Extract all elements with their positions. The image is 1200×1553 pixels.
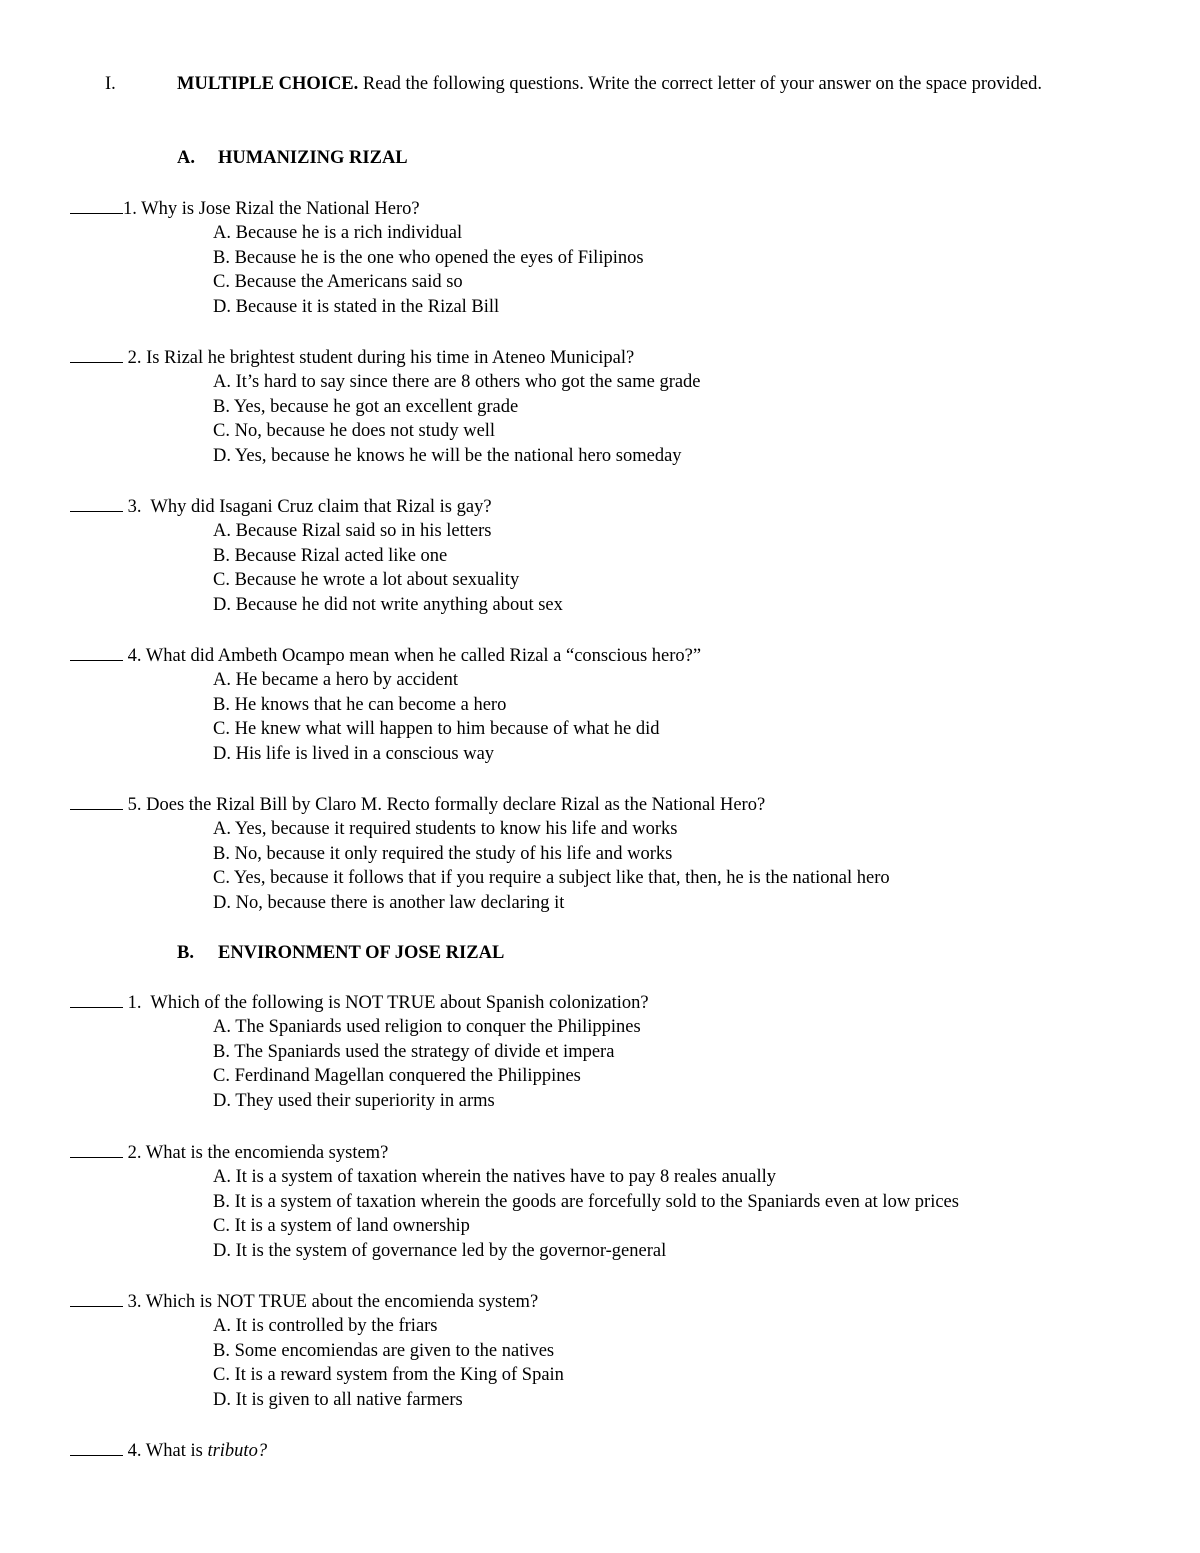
section-b-title: ENVIRONMENT OF JOSE RIZAL	[218, 943, 505, 963]
question-number: 1.	[123, 199, 137, 219]
section-a-heading	[177, 146, 408, 171]
question-number: 5.	[127, 795, 142, 815]
question-b1	[70, 990, 1170, 1114]
section-a-title: HUMANIZING RIZAL	[218, 148, 408, 168]
option-b: B. Some encomiendas are given to the natives	[213, 1340, 555, 1361]
option-a: A. The Spaniards used religion to conquer the Philippines	[213, 1016, 641, 1037]
answer-blank[interactable]	[70, 1438, 123, 1456]
option-b: B. The Spaniards used the strategy of divide et impera	[213, 1041, 615, 1062]
question-a1	[70, 196, 1170, 320]
option-c: C. No, because he does not study well	[213, 421, 496, 442]
option-d: D. Yes, because he knows he will be the national hero someday	[213, 446, 682, 467]
option-a: A. Because Rizal said so in his letters	[213, 520, 492, 541]
option-c: C. It is a system of land ownership	[213, 1216, 470, 1237]
question-text-italic: tributo?	[207, 1441, 268, 1461]
option-c: C. He knew what will happen to him because of what he did	[213, 719, 660, 740]
option-b: B. He knows that he can become a hero	[213, 694, 507, 715]
answer-blank[interactable]	[70, 494, 123, 512]
question-number: 3.	[127, 497, 142, 517]
option-c: C. Because he wrote a lot about sexuality	[213, 570, 520, 591]
question-number: 3.	[127, 1292, 142, 1312]
option-a: A. Because he is a rich individual	[213, 222, 463, 243]
question-text: Which is NOT TRUE about the encomienda system?	[145, 1292, 539, 1312]
question-number: 4.	[127, 1441, 142, 1461]
question-text: Which of the following is NOT TRUE about Spanish colonization?	[150, 993, 649, 1013]
question-number: 2.	[127, 1143, 142, 1163]
option-c: C. Because the Americans said so	[213, 272, 463, 293]
question-number: 4.	[127, 646, 142, 666]
instructions	[177, 72, 1128, 97]
answer-blank[interactable]	[70, 196, 123, 214]
section-b-letter: B.	[177, 943, 194, 963]
option-b: B. Yes, because he got an excellent grade	[213, 396, 519, 417]
question-number: 1.	[127, 993, 142, 1013]
option-c: C. Yes, because it follows that if you require a subject like that, then, he is the national hero	[213, 868, 890, 889]
question-text: Why did Isagani Cruz claim that Rizal is gay?	[150, 497, 492, 517]
question-a4	[70, 643, 1170, 767]
question-text: What did Ambeth Ocampo mean when he called Rizal a “conscious hero?”	[145, 646, 702, 666]
option-a: A. It is a system of taxation wherein the natives have to pay 8 reales anually	[213, 1166, 777, 1187]
answer-blank[interactable]	[70, 643, 123, 661]
option-d: D. It is the system of governance led by the governor-general	[213, 1241, 667, 1262]
option-b: B. No, because it only required the study of his life and works	[213, 843, 673, 864]
option-d: D. Because he did not write anything about sex	[213, 595, 563, 616]
question-text: What is	[145, 1441, 208, 1461]
question-text: Does the Rizal Bill by Claro M. Recto formally declare Rizal as the National Hero?	[146, 795, 766, 815]
instructions-text: Read the following questions. Write the correct letter of your answer on the space provided.	[362, 74, 1042, 94]
option-c: C. Ferdinand Magellan conquered the Philippines	[213, 1066, 581, 1087]
question-text: What is the encomienda system?	[145, 1143, 389, 1163]
option-d: D. No, because there is another law declaring it	[213, 893, 565, 914]
instructions-heading: MULTIPLE CHOICE.	[177, 74, 359, 94]
option-d: D. They used their superiority in arms	[213, 1091, 495, 1112]
question-a5	[70, 792, 1170, 916]
option-a: A. It is controlled by the friars	[213, 1315, 438, 1336]
answer-blank[interactable]	[70, 1140, 123, 1158]
option-b: B. Because Rizal acted like one	[213, 545, 448, 566]
option-d: D. Because it is stated in the Rizal Bill	[213, 297, 500, 318]
question-b2	[70, 1140, 1170, 1264]
answer-blank[interactable]	[70, 345, 123, 363]
part-numeral: I.	[105, 74, 116, 94]
option-a: A. He became a hero by accident	[213, 669, 458, 690]
answer-blank[interactable]	[70, 990, 123, 1008]
question-a3	[70, 494, 1170, 618]
question-text: Is Rizal he brightest student during his time in Ateneo Municipal?	[146, 348, 635, 368]
section-a-letter: A.	[177, 148, 195, 168]
option-c: C. It is a reward system from the King of Spain	[213, 1365, 564, 1386]
option-a: A. It’s hard to say since there are 8 others who got the same grade	[213, 371, 701, 392]
option-b: B. It is a system of taxation wherein the goods are forcefully sold to the Spaniards even at low prices	[213, 1191, 959, 1212]
question-b3	[70, 1289, 1170, 1413]
question-a2	[70, 345, 1170, 469]
answer-blank[interactable]	[70, 1289, 123, 1307]
option-d: D. His life is lived in a conscious way	[213, 744, 495, 765]
option-a: A. Yes, because it required students to know his life and works	[213, 818, 678, 839]
question-b4	[70, 1438, 1170, 1463]
option-d: D. It is given to all native farmers	[213, 1390, 463, 1411]
section-b-heading	[177, 941, 504, 966]
answer-blank[interactable]	[70, 792, 123, 810]
option-b: B. Because he is the one who opened the eyes of Filipinos	[213, 247, 644, 268]
question-text: Why is Jose Rizal the National Hero?	[141, 199, 420, 219]
question-number: 2.	[127, 348, 142, 368]
